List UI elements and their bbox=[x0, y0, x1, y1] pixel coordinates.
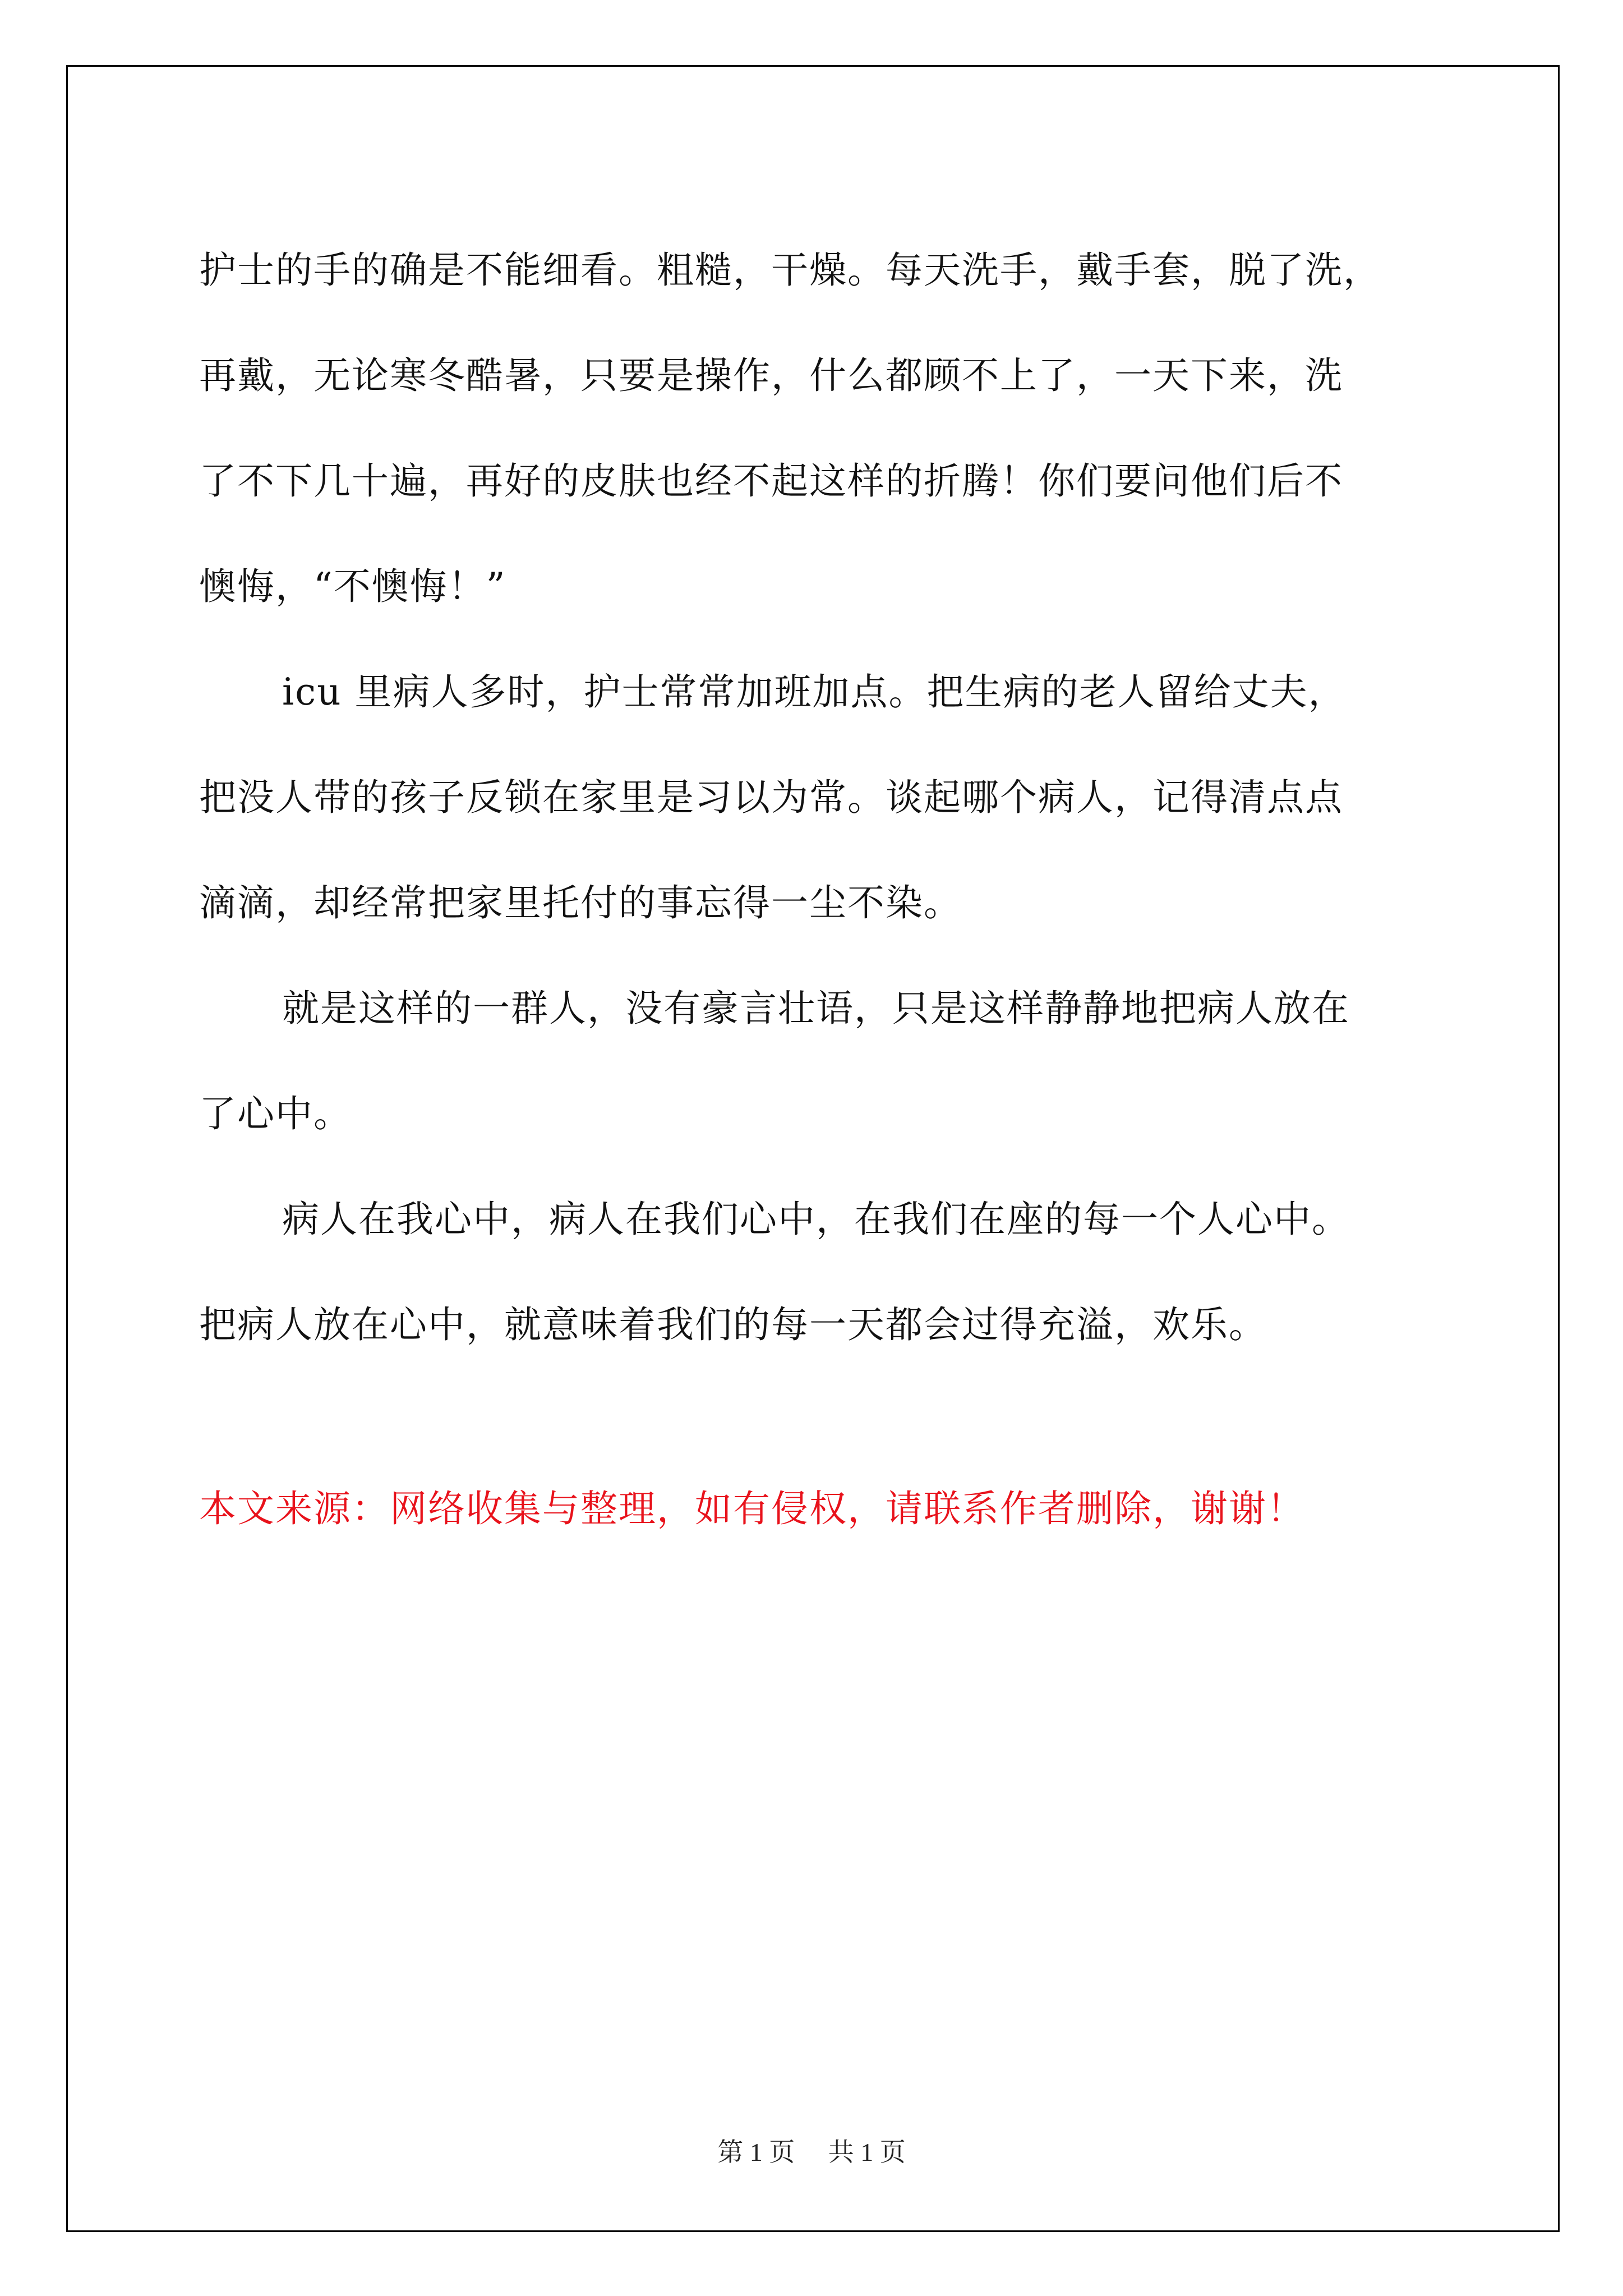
text-line: 病人在我心中，病人在我们心中，在我们在座的每一个人心中。 bbox=[282, 1198, 1350, 1241]
text-line: 把病人放在心中，就意味着我们的每一天都会过得充溢，欢乐。 bbox=[199, 1303, 1267, 1346]
document-body bbox=[199, 218, 1467, 1378]
paragraph-patients-in-heart bbox=[199, 1167, 1467, 1378]
text-line: 了不下几十遍，再好的皮肤也经不起这样的折腾！你们要问他们后不 bbox=[199, 459, 1343, 503]
text-line: icu 里病人多时，护士常常加班加点。把生病的老人留给丈夫， bbox=[282, 670, 1347, 714]
page-number: 第 1 页 bbox=[717, 2138, 795, 2166]
paragraph-nurse-hands bbox=[199, 218, 1467, 639]
text-line: 护士的手的确是不能细看。粗糙，干燥。每天洗手，戴手套，脱了洗， bbox=[199, 249, 1381, 292]
source-disclaimer: 本文来源：网络收集与整理，如有侵权，请联系作者删除，谢谢！ bbox=[199, 1487, 1305, 1530]
text-line: 滴滴，却经常把家里托付的事忘得一尘不染。 bbox=[199, 881, 962, 924]
text-line: 把没人带的孩子反锁在家里是习以为常。谈起哪个病人，记得清点点 bbox=[199, 776, 1343, 819]
text-line: 了心中。 bbox=[199, 1092, 352, 1135]
page-footer bbox=[0, 2132, 1623, 2169]
text-line: 再戴，无论寒冬酷暑，只要是操作，什么都顾不上了，一天下来，洗 bbox=[199, 354, 1343, 397]
paragraph-group-of-people bbox=[199, 956, 1467, 1167]
paragraph-icu-overtime bbox=[199, 639, 1467, 956]
text-line: 懊悔，“不懊悔！” bbox=[199, 565, 506, 608]
text-line: 就是这样的一群人，没有豪言壮语，只是这样静静地把病人放在 bbox=[282, 987, 1350, 1030]
page-total: 共 1 页 bbox=[828, 2138, 906, 2166]
